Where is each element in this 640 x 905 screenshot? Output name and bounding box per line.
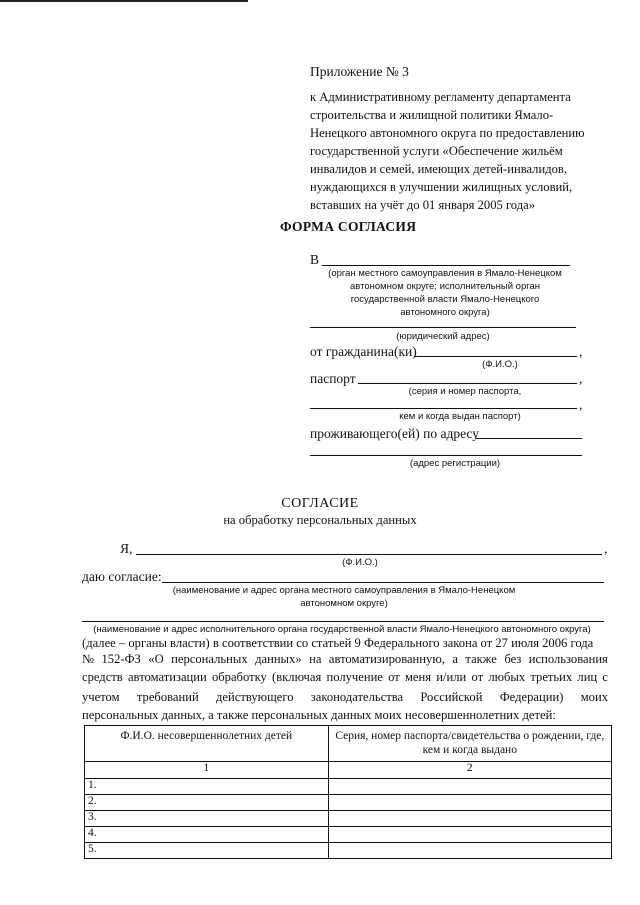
word: получение xyxy=(326,670,383,684)
word: лиц xyxy=(577,670,598,684)
children-table xyxy=(84,725,612,859)
row-number-cell[interactable]: 5. xyxy=(85,843,329,859)
word: персональных xyxy=(171,652,248,666)
consent-paragraph-line: персональных данных, а также персональных данных моих несовершеннолетних детей: xyxy=(82,708,556,722)
word: обработку xyxy=(211,670,267,684)
word: любых xyxy=(488,670,526,684)
organ-field-line[interactable] xyxy=(322,265,570,266)
regulation-line: Ненецкого автономного округа по предоставлению xyxy=(310,126,585,140)
word: использования xyxy=(528,652,608,666)
word: а xyxy=(452,652,458,666)
word: автоматизированную, xyxy=(328,652,445,666)
consent-paragraph-line: (далее – органы власти) в соответствии со статьей 9 Федерального закона от 27 июля 2006 года xyxy=(82,636,594,650)
caption-line: автономном округе) xyxy=(300,598,388,609)
word: от xyxy=(388,670,400,684)
word: без xyxy=(504,652,522,666)
document-cell[interactable] xyxy=(328,811,611,827)
word: 152-ФЗ xyxy=(101,652,141,666)
table-row[interactable] xyxy=(85,843,612,859)
word: данных» xyxy=(255,652,302,666)
consent-paragraph-line xyxy=(82,652,608,667)
document-cell[interactable] xyxy=(328,827,611,843)
state-organ-caption: (наименование и адрес исполнительного органа государственной власти Ямало-Ненецкого автономного округа) xyxy=(93,624,591,635)
table-row[interactable] xyxy=(85,795,612,811)
consent-paragraph-line xyxy=(82,670,608,685)
form-title: ФОРМА СОГЛАСИЯ xyxy=(280,219,417,234)
table-column-number-row xyxy=(85,762,612,779)
document-cell[interactable] xyxy=(328,779,611,795)
word: автоматизации xyxy=(127,670,207,684)
passport-issued-caption: кем и когда выдан паспорт) xyxy=(399,411,521,422)
document-cell[interactable] xyxy=(328,795,611,811)
comma: , xyxy=(579,371,583,386)
row-number-cell[interactable]: 1. xyxy=(85,779,329,795)
word: «О xyxy=(148,652,164,666)
consent-fio-caption: (Ф.И.О.) xyxy=(342,557,378,568)
caption-line: государственной власти Ямало-Ненецкого xyxy=(350,294,540,305)
table-header-row xyxy=(85,726,612,762)
regulation-line: строительства и жилищной политики Ямало- xyxy=(310,108,554,122)
caption-line: (наименование и адрес органа местного самоуправления в Ямало-Ненецком xyxy=(172,585,516,596)
top-border-line xyxy=(0,0,248,2)
word: и/или xyxy=(436,670,467,684)
word: меня xyxy=(404,670,432,684)
from-citizen-label: от гражданина(ки) xyxy=(310,344,417,359)
row-number-cell[interactable]: 3. xyxy=(85,811,329,827)
row-number-cell[interactable]: 4. xyxy=(85,827,329,843)
appendix-label: Приложение № 3 xyxy=(310,64,409,79)
state-organ-field-line[interactable] xyxy=(82,621,604,622)
table-row[interactable] xyxy=(85,827,612,843)
registration-address-field-line[interactable] xyxy=(310,455,582,456)
legal-address-caption: (юридический адрес) xyxy=(396,331,490,342)
citizen-fio-caption: (Ф.И.О.) xyxy=(482,359,518,370)
row-number-cell[interactable]: 2. xyxy=(85,795,329,811)
caption-line: (орган местного самоуправления в Ямало-Ненецком xyxy=(328,268,562,279)
residing-label: проживающего(ей) по адресу xyxy=(310,426,479,441)
table-row[interactable] xyxy=(85,779,612,795)
document-cell[interactable] xyxy=(328,843,611,859)
regulation-line: государственной услуги «Обеспечение жильём xyxy=(310,144,563,158)
local-organ-field-line[interactable] xyxy=(162,582,604,583)
regulation-line: нуждающихся в улучшении жилищных условий, xyxy=(310,180,573,194)
i-label: Я, xyxy=(120,541,133,556)
caption-line: автономном округе; исполнительный орган xyxy=(349,281,541,292)
legal-address-field-line[interactable] xyxy=(310,327,576,328)
comma: , xyxy=(604,541,608,556)
word: № xyxy=(82,652,95,666)
table-row[interactable] xyxy=(85,811,612,827)
word: на xyxy=(309,652,322,666)
consent-fio-field-line[interactable] xyxy=(136,554,602,555)
word: с xyxy=(602,670,608,684)
comma: , xyxy=(579,344,583,359)
passport-issued-field-line[interactable] xyxy=(310,408,577,409)
passport-field-line[interactable] xyxy=(358,383,577,384)
consent-subtitle: на обработку персональных данных xyxy=(223,513,417,527)
consent-title: СОГЛАСИЕ xyxy=(281,496,359,511)
give-consent-label: даю согласие: xyxy=(82,569,162,584)
to-prefix: В xyxy=(310,252,320,267)
header-cell-document: Серия, номер паспорта/свидетельства о рождении, где, кем и когда выдано xyxy=(328,726,611,762)
column-number-cell: 1 xyxy=(85,762,329,779)
word: третьих xyxy=(530,670,573,684)
registration-caption: (адрес регистрации) xyxy=(409,458,501,469)
consent-paragraph-line: учетом требований действующего законодательства Российской Федерации) моих xyxy=(82,690,608,704)
header-cell-fio: Ф.И.О. несовершеннолетних детей xyxy=(85,726,329,762)
organ-caption xyxy=(310,267,580,319)
caption-line: автономного округа) xyxy=(400,307,490,318)
passport-label: паспорт xyxy=(310,371,356,386)
regulation-line: инвалидов и семей, имеющих детей-инвалидов, xyxy=(310,162,567,176)
citizen-fio-field-line[interactable] xyxy=(414,356,577,357)
regulation-line: вставших на учёт до 01 января 2005 года» xyxy=(310,198,536,212)
column-number-cell: 2 xyxy=(328,762,611,779)
word: также xyxy=(465,652,497,666)
regulation-line: к Административному регламенту департамента xyxy=(310,90,571,104)
regulation-reference xyxy=(310,88,585,214)
word: средств xyxy=(82,670,123,684)
residing-address-field-line[interactable] xyxy=(476,438,582,439)
word: (включая xyxy=(272,670,322,684)
word: от xyxy=(471,670,484,684)
passport-caption: (серия и номер паспорта, xyxy=(408,386,522,397)
local-organ-caption xyxy=(160,584,528,610)
comma: , xyxy=(579,397,583,412)
